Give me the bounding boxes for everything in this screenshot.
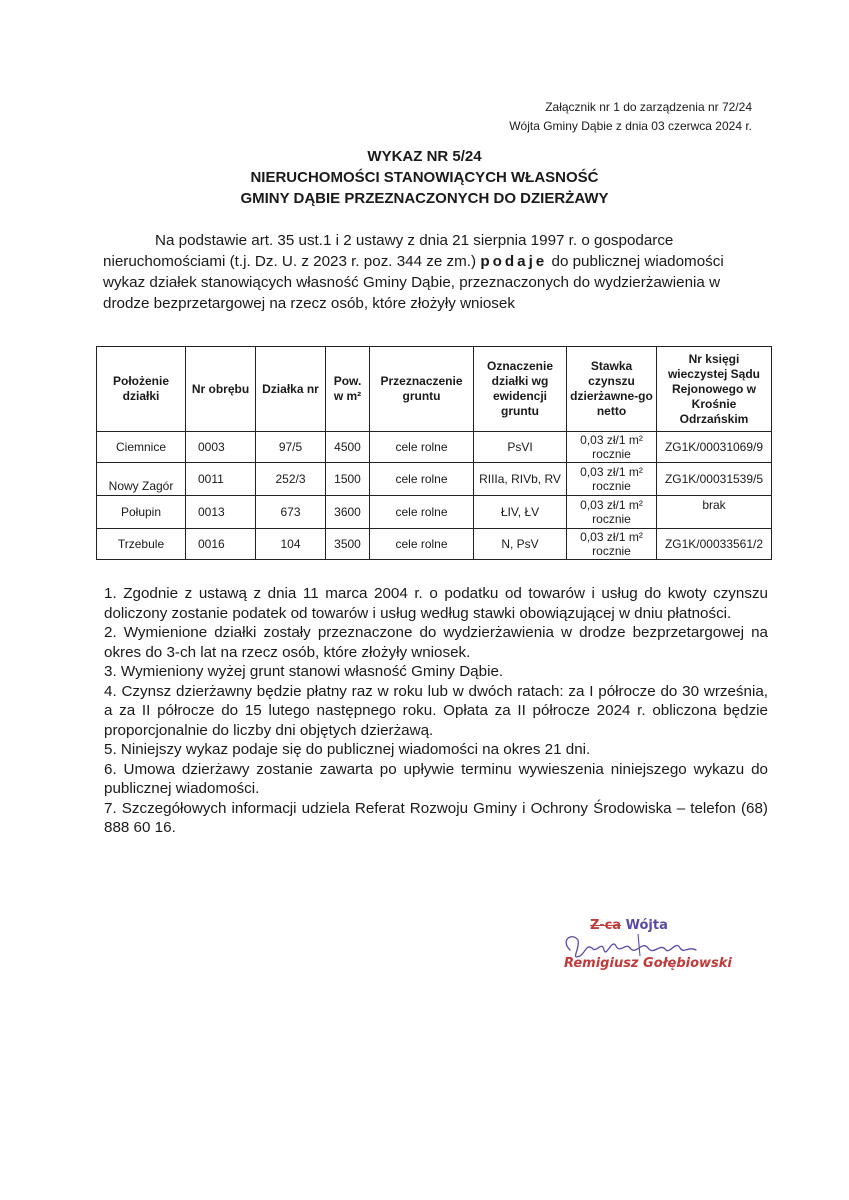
note-item: 6. Umowa dzierżawy zostanie zawarta po upływie terminu wywieszenia niniejszego wykazu do publicznej wiadomości. [104, 760, 768, 797]
cell-area: 3500 [326, 529, 370, 560]
cell-precinct: 0003 [186, 432, 256, 463]
cell-location: Trzebule [97, 529, 186, 560]
header-register: Nr księgi wieczystej Sądu Rejonowego w Krośnie Odrzańskim [657, 347, 772, 432]
cell-designation: ŁIV, ŁV [474, 496, 567, 529]
cell-purpose: cele rolne [370, 463, 474, 496]
table-row [97, 529, 772, 560]
header-designation: Oznaczenie działki wg ewidencji gruntu [474, 347, 567, 432]
cell-plot: 104 [256, 529, 326, 560]
intro-text-before: Na podstawie art. 35 ust.1 i 2 ustawy z dnia 21 sierpnia 1997 r. o gospodarce nieruchomościami (t.j. Dz. U. z 2023 r. poz. 344 ze zm.) [103, 232, 674, 270]
cell-precinct: 0011 [186, 463, 256, 496]
cell-rate: 0,03 zł/1 m² rocznie [567, 529, 657, 560]
document-title [0, 146, 849, 209]
table-row [97, 463, 772, 496]
signature-name: Remigiusz Gołębiowski [564, 956, 732, 971]
reference-line-2: Wójta Gminy Dąbie z dnia 03 czerwca 2024 r. [509, 119, 752, 133]
note-item: 7. Szczegółowych informacji udziela Referat Rozwoju Gminy i Ochrony Środowiska – telefon (68) 888 60 16. [104, 799, 768, 836]
cell-register: ZG1K/00033561/2 [657, 529, 772, 560]
intro-text-after: do publicznej wiadomości wykaz działek stanowiących własność Gminy Dąbie, przeznaczonych do wydzierżawienia w drodze bezprzetargowej na rzecz osób, które złożyły wniosek [103, 253, 724, 312]
cell-designation: PsVI [474, 432, 567, 463]
header-plot: Działka nr [256, 347, 326, 432]
cell-purpose: cele rolne [370, 529, 474, 560]
note-item: 2. Wymienione działki zostały przeznaczone do wydzierżawienia w drodze bezprzetargowej na okres do 3-ch lat na rzecz osób, które złożyły wniosek. [104, 624, 768, 661]
cell-location: Połupin [97, 496, 186, 529]
cell-designation: N, PsV [474, 529, 567, 560]
plots-table [96, 346, 772, 560]
title-line-3: GMINY DĄBIE PRZEZNACZONYCH DO DZIERŻAWY [240, 190, 609, 207]
attachment-reference [392, 98, 752, 136]
cell-plot: 97/5 [256, 432, 326, 463]
signature-title-struck: Z-ca [590, 918, 622, 933]
reference-line-1: Załącznik nr 1 do zarządzenia nr 72/24 [545, 100, 752, 114]
cell-purpose: cele rolne [370, 496, 474, 529]
note-item: 3. Wymieniony wyżej grunt stanowi własność Gminy Dąbie. [104, 663, 504, 680]
cell-precinct: 0016 [186, 529, 256, 560]
signature-stamp [556, 918, 756, 982]
cell-area: 3600 [326, 496, 370, 529]
table-header-row [97, 347, 772, 432]
cell-rate: 0,03 zł/1 m² rocznie [567, 432, 657, 463]
header-precinct: Nr obrębu [186, 347, 256, 432]
cell-purpose: cele rolne [370, 432, 474, 463]
title-line-2: NIERUCHOMOŚCI STANOWIĄCYCH WŁASNOŚĆ [250, 169, 599, 186]
signature-title-rest: Wójta [621, 918, 668, 933]
cell-area: 1500 [326, 463, 370, 496]
table-row [97, 432, 772, 463]
intro-emphasis: podaje [480, 253, 548, 270]
cell-precinct: 0013 [186, 496, 256, 529]
header-location: Położenie działki [97, 347, 186, 432]
header-area: Pow. w m² [326, 347, 370, 432]
header-purpose: Przeznaczenie gruntu [370, 347, 474, 432]
title-line-1: WYKAZ NR 5/24 [367, 148, 482, 165]
cell-area: 4500 [326, 432, 370, 463]
cell-register: ZG1K/00031069/9 [657, 432, 772, 463]
cell-register: ZG1K/00031539/5 [657, 463, 772, 496]
cell-rate: 0,03 zł/1 m² rocznie [567, 496, 657, 529]
cell-plot: 673 [256, 496, 326, 529]
note-item: 5. Niniejszy wykaz podaje się do publicznej wiadomości na okres 21 dni. [104, 741, 591, 758]
notes-list [104, 584, 768, 838]
cell-designation: RIIIa, RIVb, RV [474, 463, 567, 496]
note-item: 4. Czynsz dzierżawny będzie płatny raz w roku lub w dwóch ratach: za I półrocze do 30 września, a za II półrocze do 15 lutego następnego roku. Opłata za II półrocze 2024 r. obliczona będzie proporcjonalnie do liczby dni objętych dzierżawą. [104, 682, 768, 739]
cell-plot: 252/3 [256, 463, 326, 496]
cell-rate: 0,03 zł/1 m² rocznie [567, 463, 657, 496]
cell-location: Nowy Zagór [97, 463, 186, 496]
note-item: 1. Zgodnie z ustawą z dnia 11 marca 2004 r. o podatku od towarów i usług do kwoty czynszu doliczony zostanie podatek od towarów i usług według stawki obowiązującej w dniu płatności. [104, 585, 768, 622]
intro-paragraph [103, 230, 769, 314]
table-row [97, 496, 772, 529]
cell-location: Ciemnice [97, 432, 186, 463]
header-rate: Stawka czynszu dzierżawne-go netto [567, 347, 657, 432]
cell-register: brak [657, 496, 772, 529]
